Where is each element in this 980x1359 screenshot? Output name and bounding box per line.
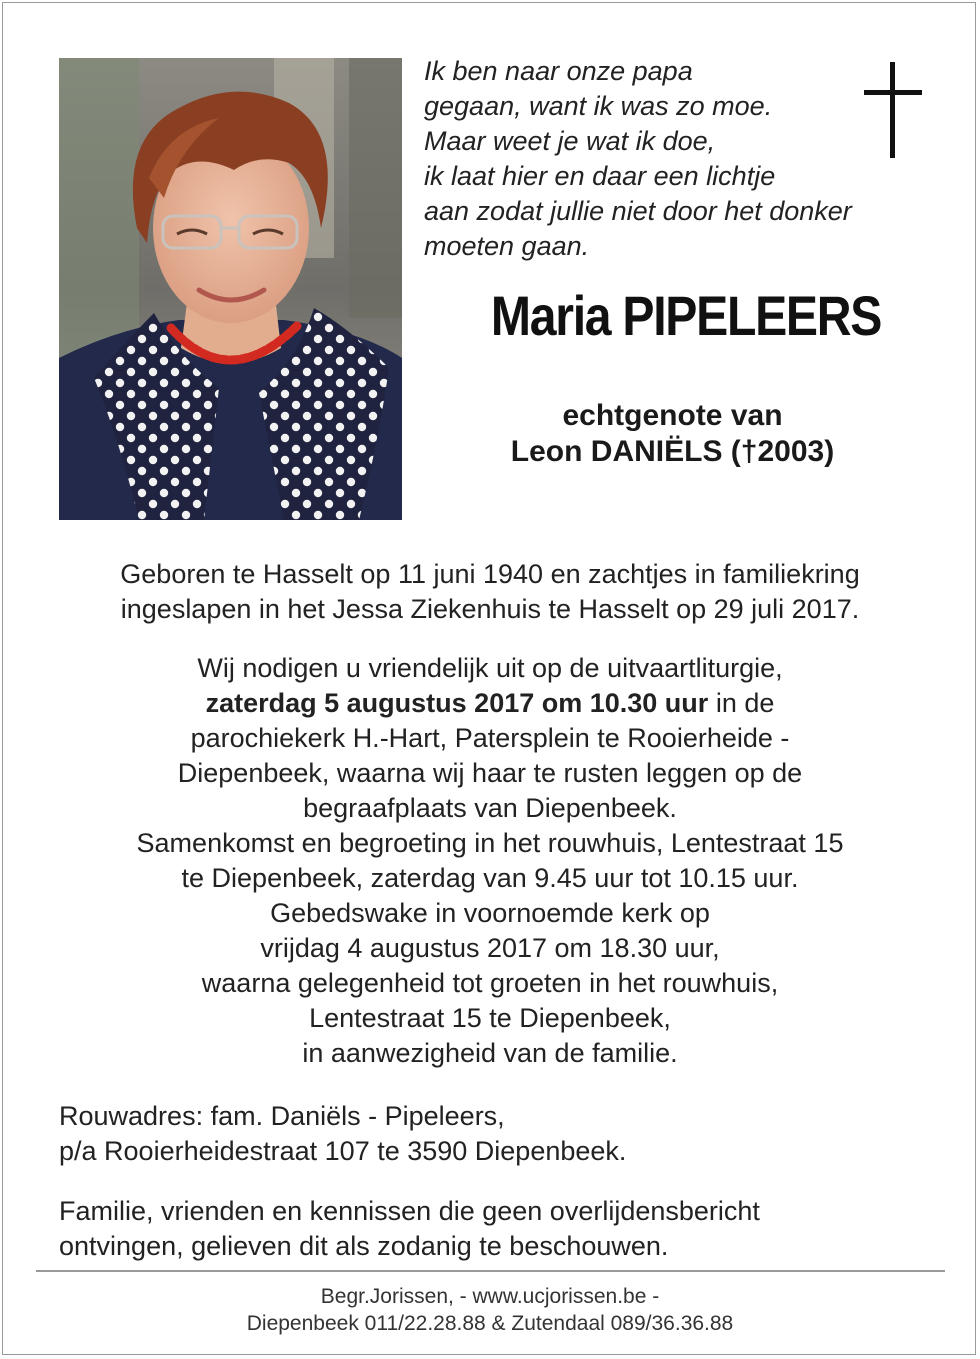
- poem-line: aan zodat jullie niet door het donker: [424, 196, 852, 226]
- text-line: waarna gelegenheid tot groeten in het rouwhuis,: [201, 968, 779, 998]
- footer-divider: [36, 1270, 945, 1272]
- text-line: begraafplaats van Diepenbeek.: [303, 793, 677, 823]
- poem-line: Maar weet je wat ik doe,: [424, 126, 716, 156]
- funeral-details: [30, 651, 950, 1071]
- text-line: Samenkomst en begroeting in het rouwhuis, Lentestraat 15: [136, 828, 844, 858]
- text-line: ingeslapen in het Jessa Ziekenhuis te Hasselt op 29 juli 2017.: [120, 594, 860, 624]
- text-line: Wij nodigen u vriendelijk uit op de uitvaartliturgie,: [197, 653, 783, 683]
- text-line: parochiekerk H.-Hart, Patersplein te Rooierheide -: [190, 723, 790, 753]
- footer-line: Diepenbeek 011/22.28.88 & Zutendaal 089/36.36.88: [246, 1312, 734, 1335]
- poem-line: moeten gaan.: [424, 231, 590, 261]
- cross-icon: [864, 62, 922, 158]
- portrait-photo: [59, 58, 402, 520]
- birth-death-text: [30, 557, 950, 627]
- family-note: [59, 1194, 939, 1264]
- poem-line: gegaan, want ik was zo moe.: [424, 91, 773, 121]
- poem-line: ik laat hier en daar een lichtje: [424, 161, 776, 191]
- funeral-date: zaterdag 5 augustus 2017 om 10.30 uur: [205, 688, 709, 718]
- text-line: Lentestraat 15 te Diepenbeek,: [309, 1003, 671, 1033]
- text-line: Rouwadres: fam. Daniëls - Pipeleers,: [59, 1101, 505, 1131]
- poem-line: Ik ben naar onze papa: [424, 56, 693, 86]
- spouse-info: [400, 398, 945, 470]
- text-line: ontvingen, gelieven dit als zodanig te beschouwen.: [59, 1231, 669, 1261]
- spouse-line: echtgenote van: [562, 399, 783, 432]
- text-line: p/a Rooierheidestraat 107 te 3590 Diepenbeek.: [59, 1136, 627, 1166]
- text-line: te Diepenbeek, zaterdag van 9.45 uur tot 10.15 uur.: [181, 863, 799, 893]
- funeral-home-footer: [40, 1283, 940, 1337]
- mourning-address: [59, 1099, 939, 1169]
- poem: [424, 54, 864, 264]
- text-line: Gebedswake in voornoemde kerk op: [270, 898, 710, 928]
- deceased-name: Maria PIPELEERS: [490, 284, 882, 347]
- text-line: vrijdag 4 augustus 2017 om 18.30 uur,: [260, 933, 720, 963]
- spouse-name: Leon DANIËLS (†2003): [510, 435, 835, 468]
- text-line: in aanwezigheid van de familie.: [302, 1038, 678, 1068]
- text-line: Diepenbeek, waarna wij haar te rusten leggen op de: [177, 758, 803, 788]
- text-line: Familie, vrienden en kennissen die geen overlijdensbericht: [59, 1196, 760, 1226]
- footer-line: Begr.Jorissen, - www.ucjorissen.be -: [320, 1285, 660, 1308]
- text-fragment: in de: [708, 688, 775, 718]
- text-line: [30, 686, 950, 721]
- text-line: Geboren te Hasselt op 11 juni 1940 en zachtjes in familiekring: [120, 559, 860, 589]
